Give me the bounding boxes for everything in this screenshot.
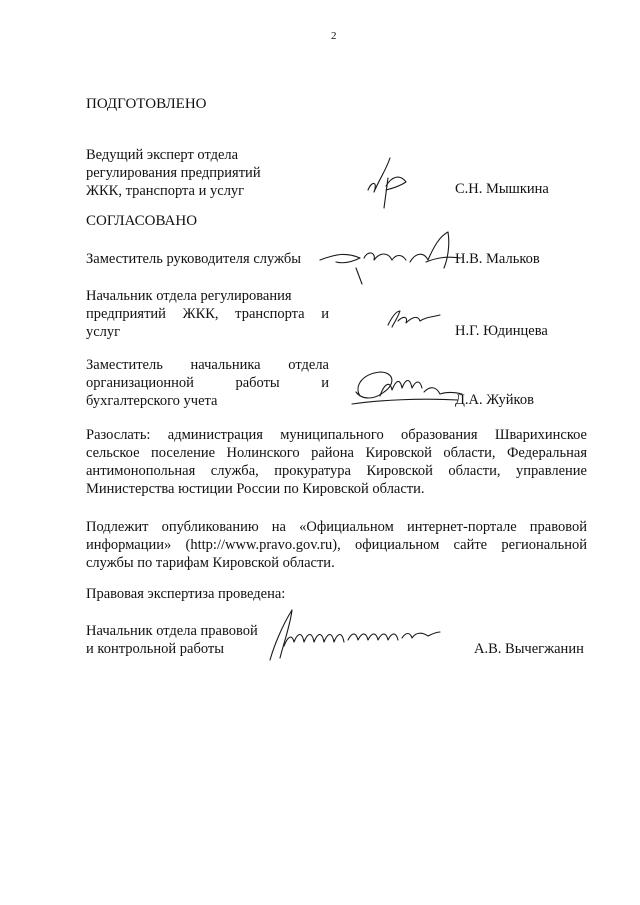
signatory-position-line: Заместитель начальника отдела [86, 357, 329, 373]
distribution-line: сельское поселение Нолинского района Кировской области, Федеральная [86, 445, 587, 461]
prepared-position-line: ЖКК, транспорта и услуг [86, 183, 245, 199]
prepared-position-line: Ведущий эксперт отдела [86, 147, 239, 163]
prepared-position [86, 146, 326, 200]
signature-image [316, 228, 466, 286]
signatory-position-line: Начальник отдела регулирования [86, 288, 292, 304]
publication-paragraph [86, 518, 587, 572]
legal-review-position-line: Начальник отдела правовой [86, 623, 258, 639]
signatory-name: Н.Г. Юдинцева [455, 323, 548, 339]
signatory-position-line: бухгалтерского учета [86, 393, 218, 409]
legal-review-name: А.В. Вычегжанин [474, 641, 584, 657]
prepared-heading: ПОДГОТОВЛЕНО [86, 96, 207, 112]
page-number: 2 [331, 30, 337, 42]
signature-image [384, 305, 444, 331]
distribution-line: Министерства юстиции России по Кировской области. [86, 481, 425, 497]
signatory-position [86, 356, 329, 410]
publication-line: информации» (http://www.pravo.gov.ru), официальном сайте региональной [86, 537, 587, 553]
distribution-line: Разослать: администрация муниципального образования Шварихинское [86, 427, 587, 443]
publication-line: службы по тарифам Кировской области. [86, 555, 335, 571]
prepared-position-line: регулирования предприятий [86, 165, 261, 181]
signatory-position-line: организационной работы и [86, 375, 329, 391]
signatory-name: Д.А. Жуйков [455, 392, 534, 408]
signatory-name: Н.В. Мальков [455, 251, 540, 267]
signatory-position-line: услуг [86, 324, 121, 340]
signature-image [262, 606, 442, 664]
signatory-position: Заместитель руководителя службы [86, 251, 302, 267]
agreed-heading: СОГЛАСОВАНО [86, 213, 198, 229]
legal-review-position-line: и контрольной работы [86, 641, 224, 657]
legal-review-statement: Правовая экспертиза проведена: [86, 586, 286, 602]
signature-image [350, 366, 466, 412]
signatory-position-line: предприятий ЖКК, транспорта и [86, 306, 329, 322]
signatory-position [86, 287, 329, 341]
distribution-line: антимонопольная служба, прокуратура Кировской области, управление [86, 463, 587, 479]
signature-image [362, 156, 412, 211]
distribution-paragraph [86, 426, 587, 498]
prepared-name: С.Н. Мышкина [455, 181, 549, 197]
publication-line: Подлежит опубликованию на «Официальном интернет-портале правовой [86, 519, 587, 535]
